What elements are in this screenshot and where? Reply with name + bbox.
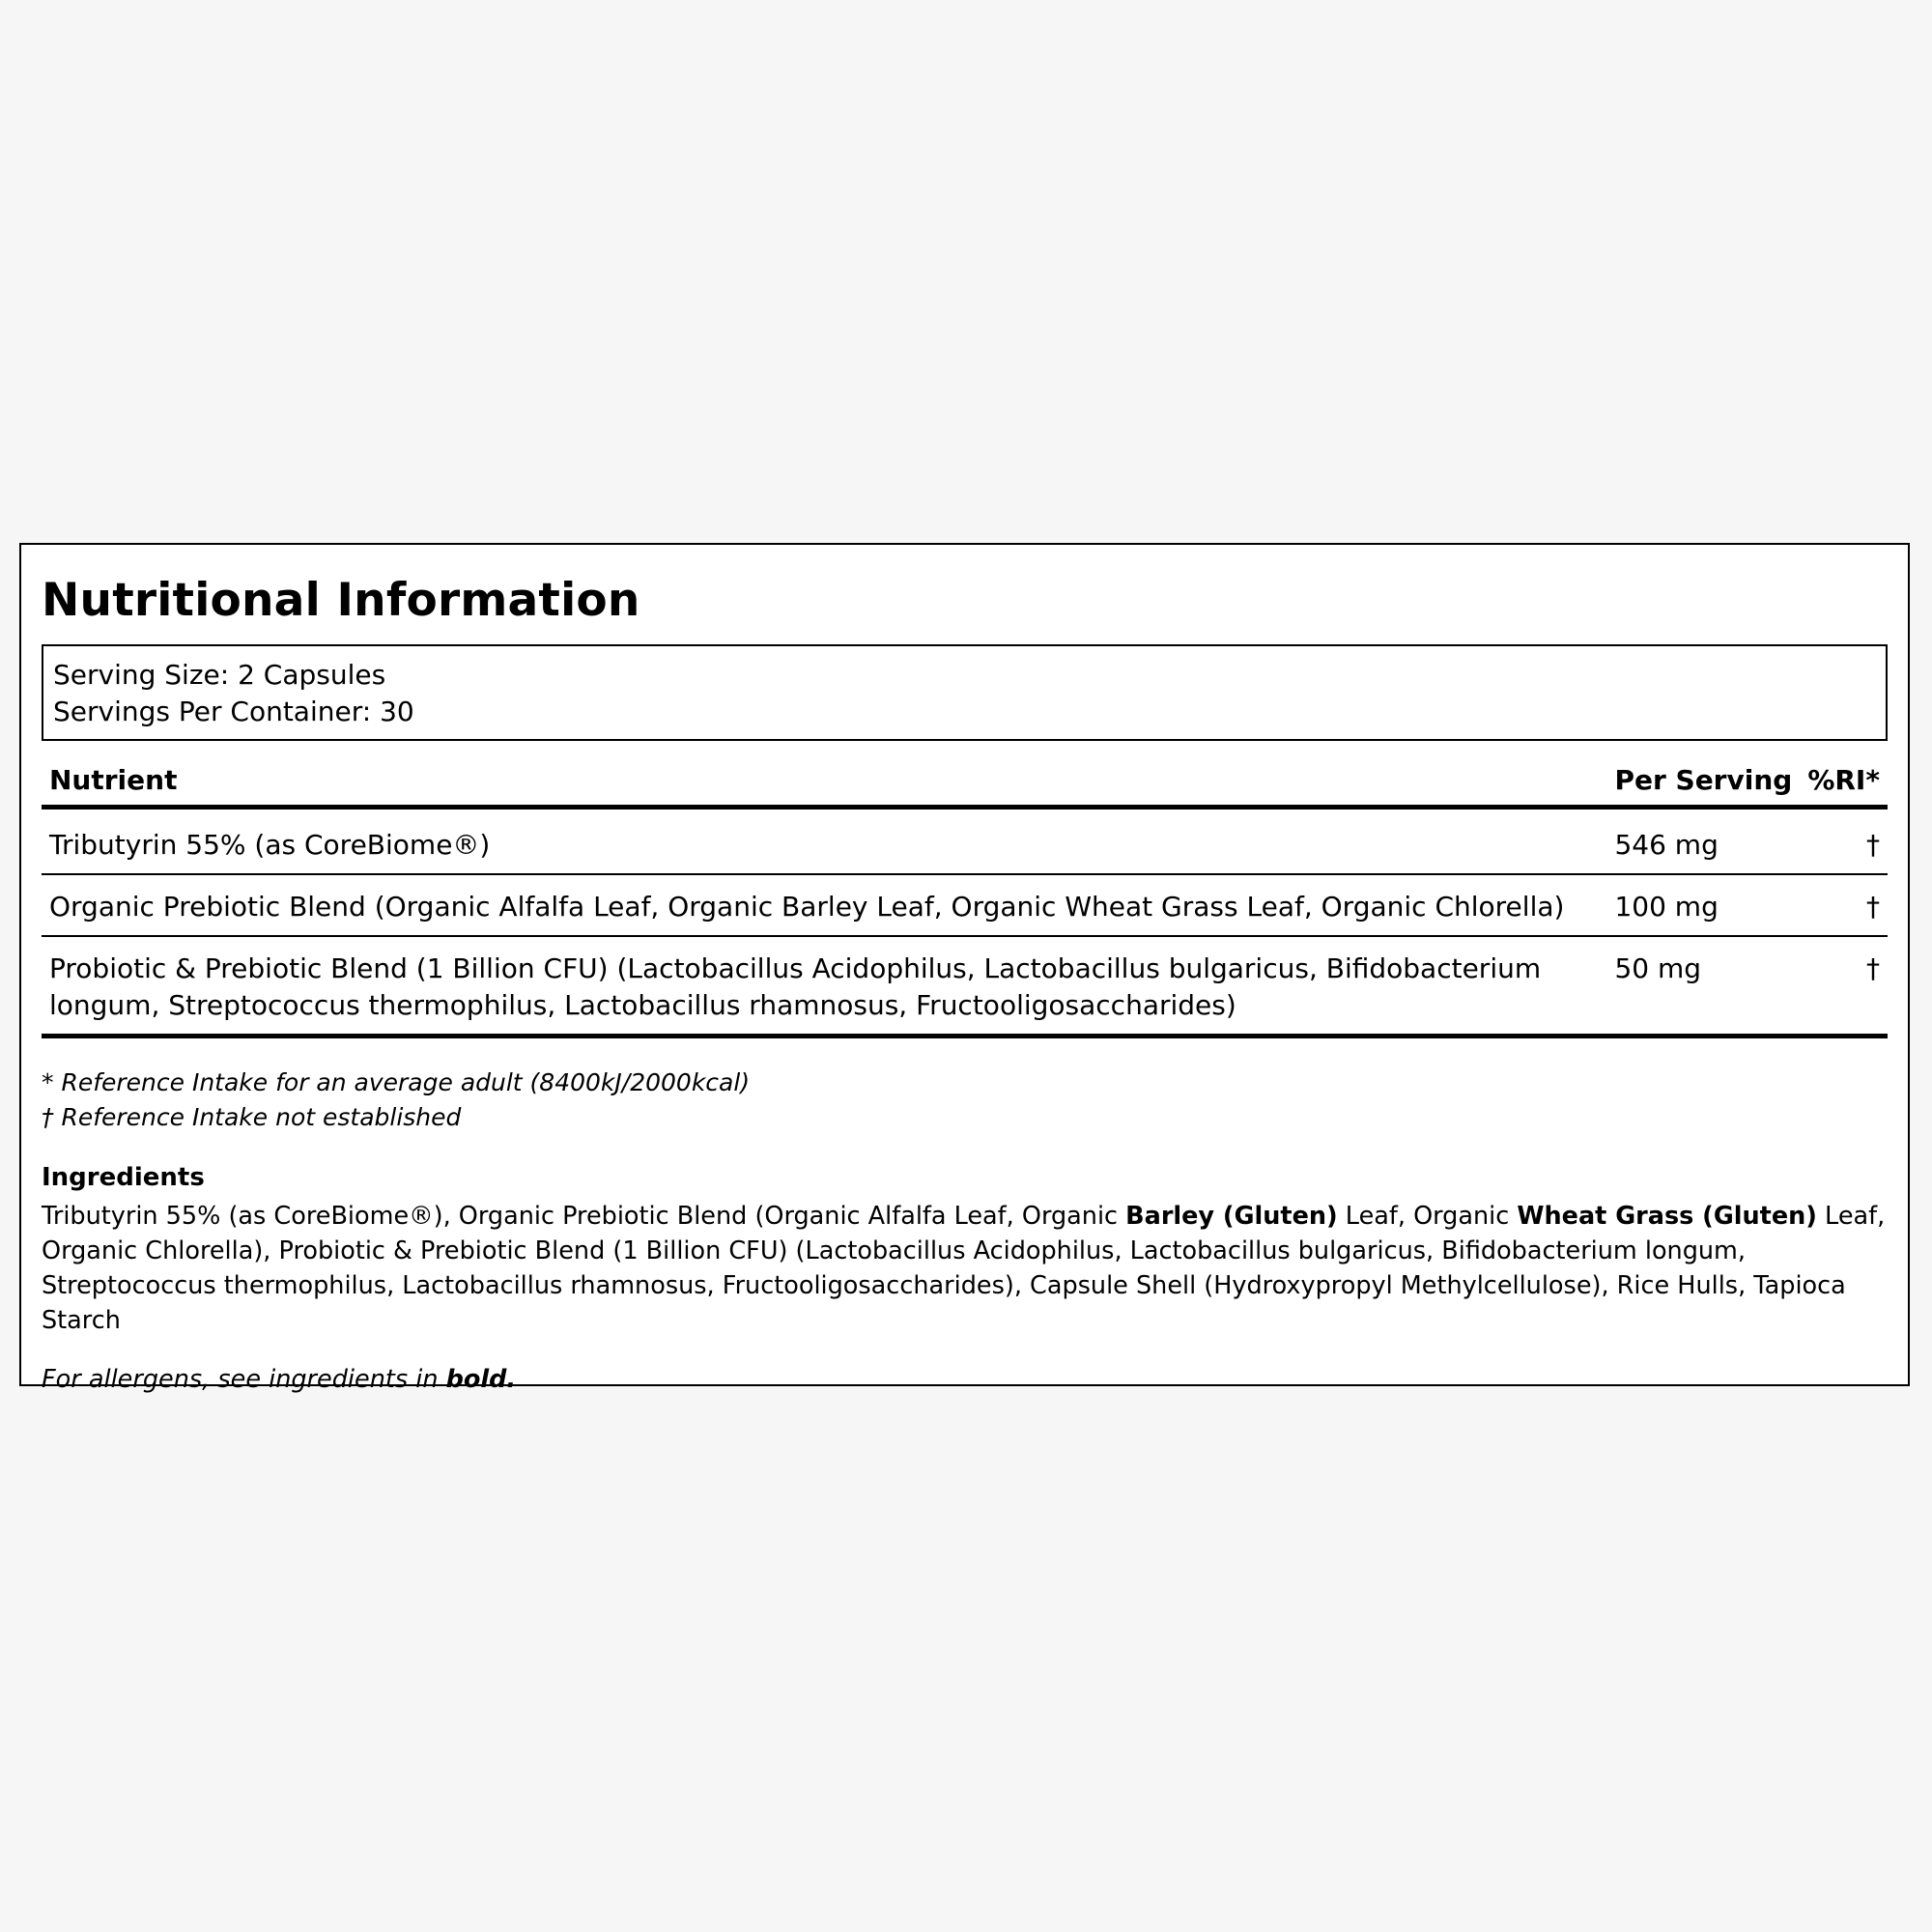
nutrient-name: Tributyrin 55% (as CoreBiome®): [42, 808, 1606, 875]
footnote-reference-intake: * Reference Intake for an average adult (8400kJ/2000kcal): [42, 1068, 751, 1096]
nutrition-panel: [19, 543, 1910, 1394]
page-title: Nutritional Information: [42, 574, 640, 627]
nutrient-table: [42, 764, 1888, 1038]
footnotes: [42, 1065, 1888, 1135]
allergen-note-bold: bold.: [445, 1365, 517, 1394]
header-per-serving: Per Serving: [1606, 764, 1800, 808]
table-row: [42, 808, 1888, 875]
ingredients-text-part: Leaf, Organic Chlorella), Probiotic & Prebiotic Blend (1 Billion CFU) (Lactobacillus Acidophilus, Lactobacillus bulgaricus, Bifidobacterium longum, Streptococcus thermophilus, Lactobacillus rhamnosus, Fructooligosaccharides), Capsule Shell (Hydroxypropyl Methylcellulose), Rice Hulls, Tapioca Starch: [42, 1202, 1886, 1335]
serving-info-box: [42, 644, 1888, 741]
ingredients-text-part: Tributyrin 55% (as CoreBiome®), Organic Prebiotic Blend (Organic Alfalfa Leaf, Organic: [42, 1202, 1126, 1231]
nutrient-ri: †: [1800, 874, 1888, 936]
allergen-note: [42, 1362, 1888, 1397]
header-ri: %RI*: [1800, 764, 1888, 808]
nutrient-name: Organic Prebiotic Blend (Organic Alfalfa Leaf, Organic Barley Leaf, Organic Wheat Grass Leaf, Organic Chlorella): [42, 874, 1606, 936]
nutrient-ri: †: [1800, 808, 1888, 875]
allergen-highlight: Wheat Grass (Gluten): [1517, 1202, 1817, 1231]
header-nutrient: Nutrient: [42, 764, 1606, 808]
nutrient-ri: †: [1800, 936, 1888, 1037]
nutrient-amount: 546 mg: [1606, 808, 1800, 875]
ingredients-list: [42, 1199, 1888, 1338]
nutrient-name: Probiotic & Prebiotic Blend (1 Billion CFU) (Lactobacillus Acidophilus, Lactobacillus bulgaricus, Bifidobacterium longum, Streptococcus thermophilus, Lactobacillus rhamnosus, Fructooligosaccharides): [42, 936, 1606, 1037]
footnote-not-established: † Reference Intake not established: [42, 1103, 462, 1131]
ingredients-heading: Ingredients: [42, 1163, 205, 1192]
serving-size: Serving Size: 2 Capsules: [53, 659, 386, 691]
ingredients-text-part: Leaf, Organic: [1337, 1202, 1518, 1231]
table-row: [42, 874, 1888, 936]
table-row: [42, 936, 1888, 1037]
nutrient-amount: 100 mg: [1606, 874, 1800, 936]
allergen-note-text: For allergens, see ingredients in: [42, 1365, 446, 1394]
allergen-highlight: Barley (Gluten): [1125, 1202, 1338, 1231]
nutrient-amount: 50 mg: [1606, 936, 1800, 1037]
table-header-row: [42, 764, 1888, 808]
servings-per-container: Servings Per Container: 30: [53, 696, 414, 727]
